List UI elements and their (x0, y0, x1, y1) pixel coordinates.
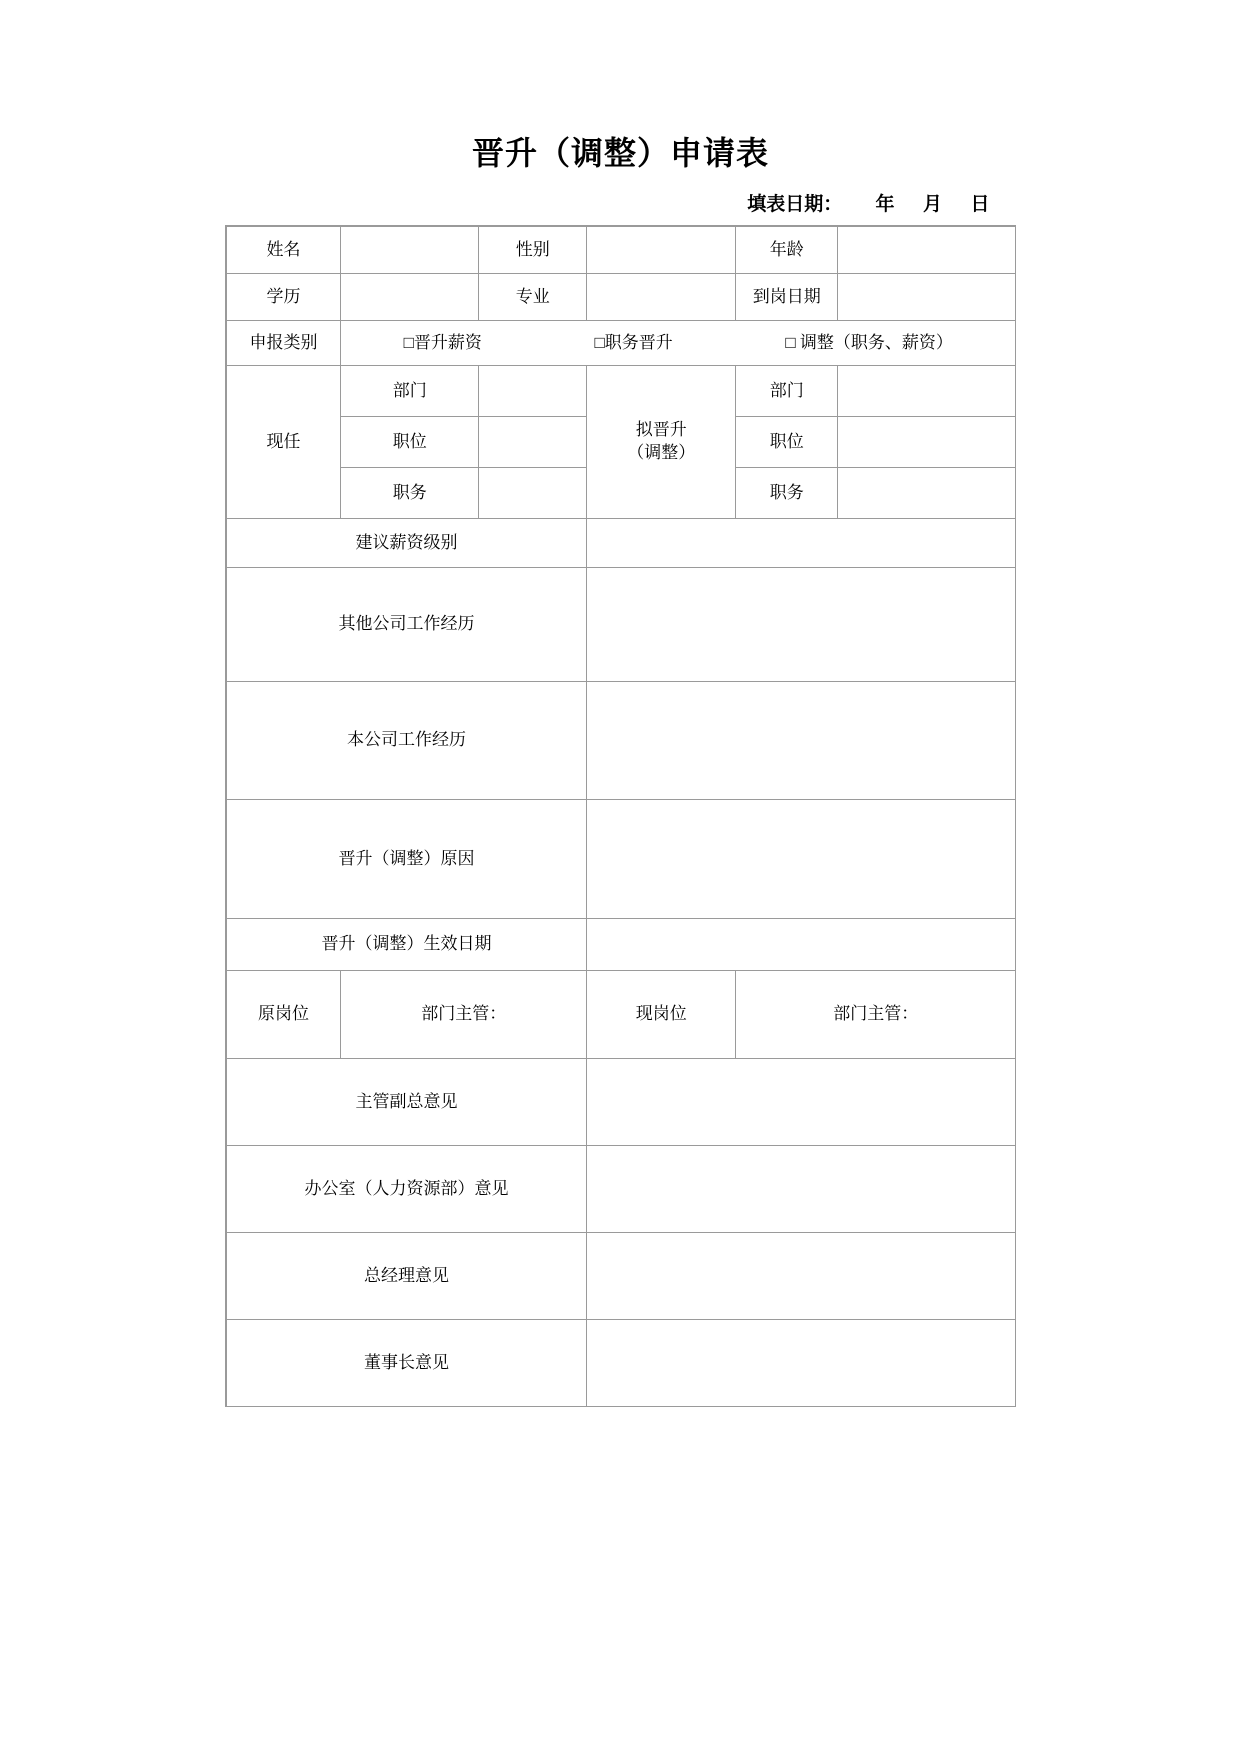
label-this-company-experience: 本公司工作经历 (226, 682, 587, 800)
promotion-application-form (225, 225, 1017, 1407)
label-education: 学历 (226, 274, 341, 321)
label-hr-opinion: 办公室（人力资源部）意见 (226, 1146, 587, 1233)
label-current-post: 职位 (341, 417, 479, 468)
label-proposed-department: 部门 (736, 366, 838, 417)
label-current-department: 部门 (341, 366, 479, 417)
field-hr-opinion[interactable] (587, 1146, 1016, 1233)
field-salary-grade[interactable] (587, 519, 1016, 568)
field-age[interactable] (838, 226, 1016, 274)
field-proposed-post[interactable] (838, 417, 1016, 468)
label-promotion-reason: 晋升（调整）原因 (226, 800, 587, 919)
label-new-post: 现岗位 (587, 971, 736, 1059)
table-row-education (226, 274, 1016, 321)
label-other-company-experience: 其他公司工作经历 (226, 568, 587, 682)
field-current-department[interactable] (479, 366, 587, 417)
field-major[interactable] (587, 274, 736, 321)
field-other-company-experience[interactable] (587, 568, 1016, 682)
checkbox-option-adjustment[interactable]: □ 调整（职务、薪资） (785, 332, 953, 352)
table-row-name (226, 226, 1016, 274)
field-education[interactable] (341, 274, 479, 321)
label-old-post: 原岗位 (226, 971, 341, 1059)
field-new-post-supervisor[interactable]: 部门主管： (736, 971, 1016, 1059)
label-salary-grade: 建议薪资级别 (226, 519, 587, 568)
table-row-hr-opinion (226, 1146, 1016, 1233)
field-gender[interactable] (587, 226, 736, 274)
field-onboard-date[interactable] (838, 274, 1016, 321)
label-effective-date: 晋升（调整）生效日期 (226, 919, 587, 971)
label-age: 年龄 (736, 226, 838, 274)
label-gender: 性别 (479, 226, 587, 274)
label-proposed-line1: 拟晋升 (635, 420, 687, 440)
field-chairman-opinion[interactable] (587, 1320, 1016, 1407)
table-row-other-company-experience (226, 568, 1016, 682)
table-row-this-company-experience (226, 682, 1016, 800)
field-gm-opinion[interactable] (587, 1233, 1016, 1320)
label-current-position-group: 现任 (226, 366, 341, 519)
field-old-post-supervisor[interactable]: 部门主管： (341, 971, 587, 1059)
checkbox-option-salary-promotion[interactable]: □晋升薪资 (403, 332, 482, 352)
label-proposed-post: 职位 (736, 417, 838, 468)
field-promotion-reason[interactable] (587, 800, 1016, 919)
field-this-company-experience[interactable] (587, 682, 1016, 800)
field-vp-opinion[interactable] (587, 1059, 1016, 1146)
label-chairman-opinion: 董事长意见 (226, 1320, 587, 1407)
table-row-gm-opinion (226, 1233, 1016, 1320)
table-row-posts-supervisors (226, 971, 1016, 1059)
label-current-duty: 职务 (341, 468, 479, 519)
field-current-duty[interactable] (479, 468, 587, 519)
table-row-effective-date (226, 919, 1016, 971)
label-onboard-date: 到岗日期 (736, 274, 838, 321)
label-major: 专业 (479, 274, 587, 321)
label-proposed-position-group (587, 366, 736, 519)
label-gm-opinion: 总经理意见 (226, 1233, 587, 1320)
table-row-current-department (226, 366, 1016, 417)
field-effective-date[interactable] (587, 919, 1016, 971)
page-title: 晋升（调整）申请表 (471, 135, 769, 171)
label-category: 申报类别 (226, 321, 341, 366)
label-name: 姓名 (226, 226, 341, 274)
field-proposed-duty[interactable] (838, 468, 1016, 519)
table-row-chairman-opinion (226, 1320, 1016, 1407)
table-row-category (226, 321, 1016, 366)
field-name[interactable] (341, 226, 479, 274)
fill-date-line: 填表日期： 年 月 日 (747, 194, 990, 215)
field-current-post[interactable] (479, 417, 587, 468)
table-row-salary-grade (226, 519, 1016, 568)
label-vp-opinion: 主管副总意见 (226, 1059, 587, 1146)
field-proposed-department[interactable] (838, 366, 1016, 417)
checkbox-option-position-promotion[interactable]: □职务晋升 (594, 332, 673, 352)
label-proposed-line2: （调整） (627, 443, 696, 462)
label-proposed-duty: 职务 (736, 468, 838, 519)
category-options (341, 321, 1016, 366)
table-row-vp-opinion (226, 1059, 1016, 1146)
table-row-promotion-reason (226, 800, 1016, 919)
